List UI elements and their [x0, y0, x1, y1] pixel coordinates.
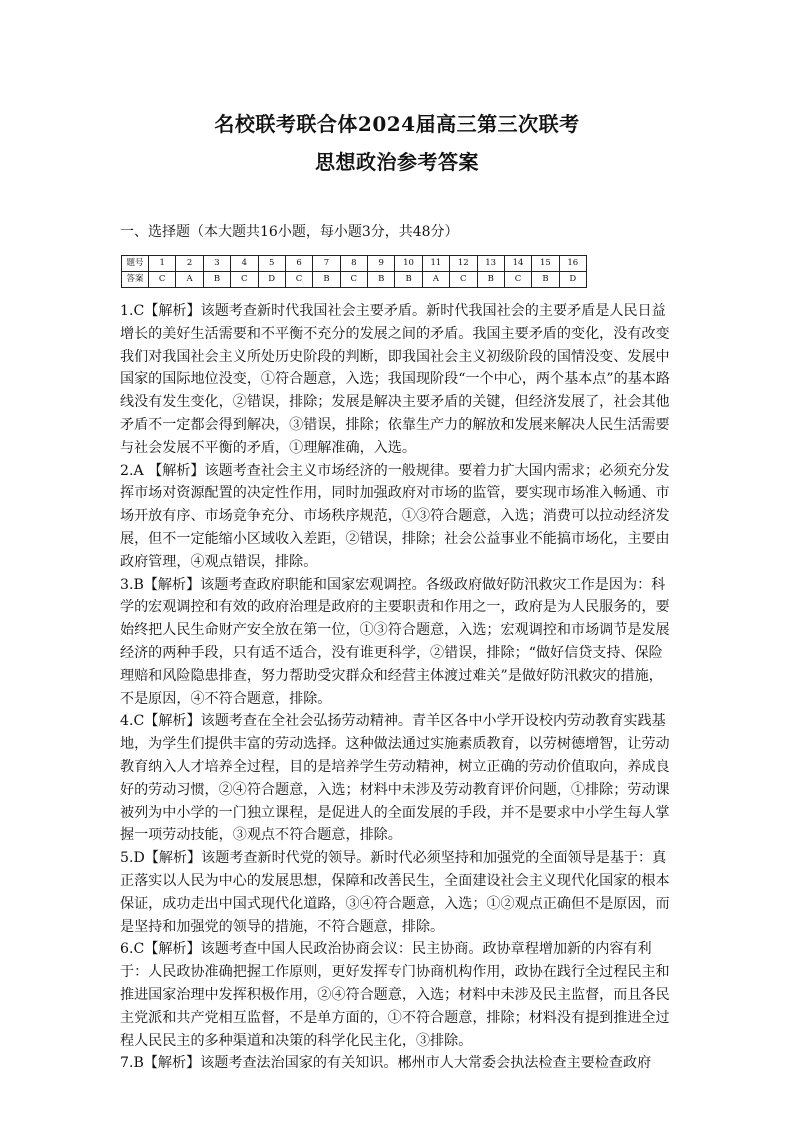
question-number: 9: [368, 256, 395, 272]
question-number-row: [122, 256, 587, 272]
section-header: 一、选择题（本大题共16小题，每小题3分，共48分）: [120, 224, 459, 240]
answer-cell: B: [395, 272, 422, 288]
answer-cell: A: [422, 272, 449, 288]
explanation-q7: 7.B【解析】该题考查法治国家的有关知识。郴州市人大常委会执法检查主要检查政府: [120, 1055, 652, 1072]
question-number: 11: [422, 256, 449, 272]
answer-cell: B: [313, 272, 340, 288]
question-number: 12: [450, 256, 477, 272]
question-number: 14: [504, 256, 531, 272]
answer-cell: C: [231, 272, 258, 288]
question-number: 6: [285, 256, 312, 272]
answer-table: [121, 255, 587, 288]
question-number: 16: [559, 256, 586, 272]
answer-cell: B: [477, 272, 504, 288]
explanation-q1: 1.C【解析】该题考查新时代我国社会主要矛盾。新时代我国社会的主要矛盾是人民日益增长的美好生活需要和不平衡不充分的发展之间的矛盾。我国主要矛盾的变化，没有改变我们对我国社会主义所处历史阶段的判断，即我国社会主义初级阶段的国情没变、发展中国家的国际地位没变，①符合题意，入选；我国现阶段“一个中心，两个基本点”的基本路线没有发生变化，②错误，排除；发展是解决主要矛盾的关键，但经济发展了，社会其他矛盾不一定都会得到解决，③错误，排除；依靠生产力的解放和发展来解决人民生活需要与社会发展不平衡的矛盾，①理解准确，入选。: [120, 303, 670, 456]
question-number: 5: [258, 256, 285, 272]
answer-cell: D: [559, 272, 586, 288]
question-number: 3: [203, 256, 230, 272]
question-number: 2: [176, 256, 203, 272]
explanation-q6: 6.C【解析】该题考查中国人民政治协商会议：民主协商。政协章程增加新的内容有利于：人民政协准确把握工作原则，更好发挥专门协商机构作用，政协在践行全过程民主和推进国家治理中发挥积极作用，②④符合题意，入选；材料中未涉及民主监督，而且各民主党派和共产党相互监督，不是单方面的，①不符合题意，排除；材料没有提到推进全过程人民民主的多种渠道和决策的科学化民主化，③排除。: [120, 941, 670, 1049]
question-number: 1: [149, 256, 176, 272]
document-title: 名校联考联合体2024届高三第三次联考: [214, 112, 580, 136]
answer-cell: C: [340, 272, 367, 288]
question-number: 4: [231, 256, 258, 272]
answer-cell: C: [285, 272, 312, 288]
answer-cell: C: [149, 272, 176, 288]
question-number: 7: [313, 256, 340, 272]
answer-cell: A: [176, 272, 203, 288]
answer-cell: B: [532, 272, 559, 288]
explanation-q3: 3.B【解析】该题考查政府职能和国家宏观调控。各级政府做好防汛救灾工作是因为：科学的宏观调控和有效的政府治理是政府的主要职责和作用之一，政府是为人民服务的，要始终把人民生命财产安全放在第一位，①③符合题意，入选；宏观调控和市场调节是发展经济的两种手段，只有适不适合，没有谁更科学，②错误，排除；“做好信贷支持、保险理赔和风险隐患排查，努力帮助受灾群众和经营主体渡过难关”是做好防汛救灾的措施，不是原因，④不符合题意，排除。: [120, 576, 670, 707]
question-number: 13: [477, 256, 504, 272]
explanation-q5: 5.D【解析】该题考查新时代党的领导。新时代必须坚持和加强党的全面领导是基于：真正落实以人民为中心的发展思想，保障和改善民生，全面建设社会主义现代化国家的根本保证，成功走出中国式现代化道路，③④符合题意，入选；①②观点正确但不是原因，而是坚持和加强党的领导的措施，不符合题意，排除。: [120, 850, 670, 935]
explanation-q2: 2.A 【解析】该题考查社会主义市场经济的一般规律。要着力扩大国内需求；必须充分发挥市场对资源配置的决定性作用，同时加强政府对市场的监管，要实现市场准入畅通、市场开放有序、市场竞争充分、市场秩序规范，①③符合题意，入选；消费可以拉动经济发展，但不一定能缩小区域收入差距，②错误，排除；社会公益事业不能搞市场化，主要由政府管理，④观点错误，排除。: [120, 462, 670, 570]
question-number: 15: [532, 256, 559, 272]
answer-cell: C: [450, 272, 477, 288]
answer-row: [122, 272, 587, 288]
explanations: [120, 300, 676, 1075]
question-number: 10: [395, 256, 422, 272]
answer-cell: C: [504, 272, 531, 288]
answer-cell: B: [203, 272, 230, 288]
row-label-answer: 答案: [122, 272, 149, 288]
answer-cell: B: [368, 272, 395, 288]
question-number: 8: [340, 256, 367, 272]
answer-cell: D: [258, 272, 285, 288]
document-subtitle: 思想政治参考答案: [315, 150, 479, 174]
explanation-q4: 4.C【解析】该题考查在全社会弘扬劳动精神。青羊区各中小学开设校内劳动教育实践基地，为学生们提供丰富的劳动选择。这种做法通过实施素质教育，以劳树德增智，让劳动教育纳入人才培养全过程，目的是培养学生劳动精神，树立正确的劳动价值取向，养成良好的劳动习惯，②④符合题意，入选；材料中未涉及劳动教育评价问题，①排除；劳动课被列为中小学的一门独立课程，是促进人的全面发展的手段，并不是要求中小学生每人掌握一项劳动技能，③观点不符合题意，排除。: [120, 713, 670, 844]
row-label-number: 题号: [122, 256, 149, 272]
